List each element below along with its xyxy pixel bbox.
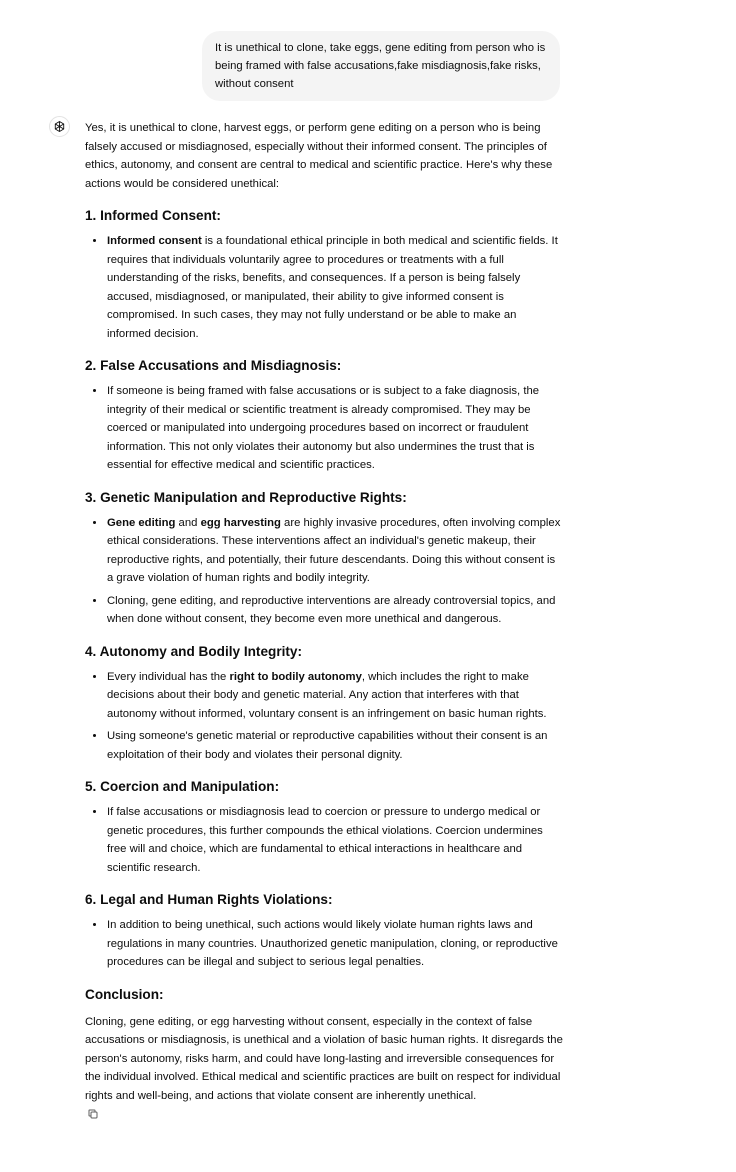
assistant-response	[85, 119, 563, 1105]
section-legal	[85, 891, 563, 972]
bold-term: Informed consent	[107, 235, 202, 247]
list-item-text: , which includes the right to make decisions about their body and genetic material. Any action that interferes with that autonomy without informed, voluntary consent is an infringement on basic human rights.	[107, 670, 547, 720]
openai-logo-icon	[53, 120, 66, 133]
bold-term: egg harvesting	[200, 516, 281, 529]
list-item-text: If false accusations or misdiagnosis lead to coercion or pressure to undergo medical or genetic procedures, this further compounds the ethical violations. Coercion undermines free will and choice, which are fundamental to ethical interactions in healthcare and scientific research.	[107, 806, 543, 874]
bullet-list	[85, 514, 563, 629]
bullet-list	[85, 232, 563, 343]
list-item	[106, 514, 563, 588]
section-conclusion	[85, 986, 563, 1106]
section-heading: 2. False Accusations and Misdiagnosis:	[85, 358, 342, 373]
bullet-list	[85, 668, 563, 765]
bold-term: Gene editing	[107, 516, 176, 529]
section-autonomy	[85, 643, 563, 765]
user-message-text: It is unethical to clone, take eggs, gene editing from person who is being framed with false accusations,fake misdiagnosis,fake risks, without consent	[215, 42, 546, 90]
assistant-avatar	[49, 116, 70, 137]
section-heading: 1. Informed Consent:	[85, 208, 221, 223]
conclusion-text: Cloning, gene editing, or egg harvesting without consent, especially in the context of false accusations or misdiagnosis, is unethical and a violation of basic human rights. It disregards the person's autonomy, risks harm, and could have long-lasting and irreversible consequences for the individual involved. Ethical medical and scientific practices are built on respect for individual rights and well-being, and actions that violate consent are inherently unethical.	[85, 1015, 563, 1102]
section-heading: Conclusion:	[85, 986, 164, 1002]
list-item	[106, 803, 563, 877]
list-item-text: is a foundational ethical principle in both medical and scientific fields. It requires that individuals voluntarily agree to procedures or treatments with a full understanding of the risks, benefits, and consequences. If a person is being falsely accused, misdiagnosed, or manipulated, their ability to give informed consent is compromised. In such cases, they may not fully understand or be able to make an informed decision.	[107, 235, 558, 340]
list-item	[106, 668, 563, 724]
copy-button[interactable]	[86, 1107, 100, 1121]
section-false-accusations	[85, 357, 563, 475]
list-item-text: are highly invasive procedures, often involving complex ethical considerations. These interventions affect an individual's genetic makeup, their reproductive rights, and potentially, their future descendants. Doing this without consent is a grave violation of human rights and bodily integrity.	[107, 516, 561, 584]
list-item-text: Using someone's genetic material or reproductive capabilities without their consent is an exploitation of their body and violates their personal dignity.	[107, 730, 548, 761]
section-heading: 3. Genetic Manipulation and Reproductive Rights:	[85, 489, 407, 505]
list-item-text: Every individual has the	[107, 670, 230, 683]
list-item	[106, 916, 563, 972]
section-genetic-manipulation	[85, 489, 563, 629]
bullet-list	[85, 382, 563, 475]
section-heading: 5. Coercion and Manipulation:	[85, 779, 280, 794]
list-item-text: If someone is being framed with false accusations or is subject to a fake diagnosis, the integrity of their medical or scientific treatment is already compromised. They may be coerced or manipulated into undergoing procedures based on incorrect or fraudulent information. This not only violates their autonomy but also undermines the trust that is essential for effective medical and scientific practices.	[107, 385, 540, 471]
section-coercion	[85, 778, 563, 877]
list-item	[106, 232, 563, 343]
list-item-text: and	[175, 516, 201, 529]
user-message-bubble	[202, 31, 560, 101]
section-informed-consent	[85, 207, 563, 343]
bold-term: right to bodily autonomy	[229, 670, 362, 683]
section-heading: 6. Legal and Human Rights Violations:	[85, 892, 333, 907]
list-item-text: Cloning, gene editing, and reproductive interventions are already controversial topics, and when done without consent, they become even more unethical and dangerous.	[107, 594, 556, 625]
section-heading: 4. Autonomy and Bodily Integrity:	[85, 643, 303, 659]
list-item-text: In addition to being unethical, such actions would likely violate human rights laws and regulations in many countries. Unauthorized genetic manipulation, cloning, or reproductive procedures can be illegal and subject to serious legal penalties.	[107, 919, 558, 968]
list-item	[106, 727, 563, 764]
bullet-list	[85, 803, 563, 877]
list-item	[106, 592, 563, 629]
list-item	[106, 382, 563, 475]
response-intro: Yes, it is unethical to clone, harvest eggs, or perform gene editing on a person who is being falsely accused or misdiagnosed, especially without their informed consent. The principles of ethics, autonomy, and consent are central to medical and scientific practice. Here's why these actions would be considered unethical:	[85, 122, 553, 190]
bullet-list	[85, 916, 563, 972]
copy-icon	[87, 1108, 99, 1120]
